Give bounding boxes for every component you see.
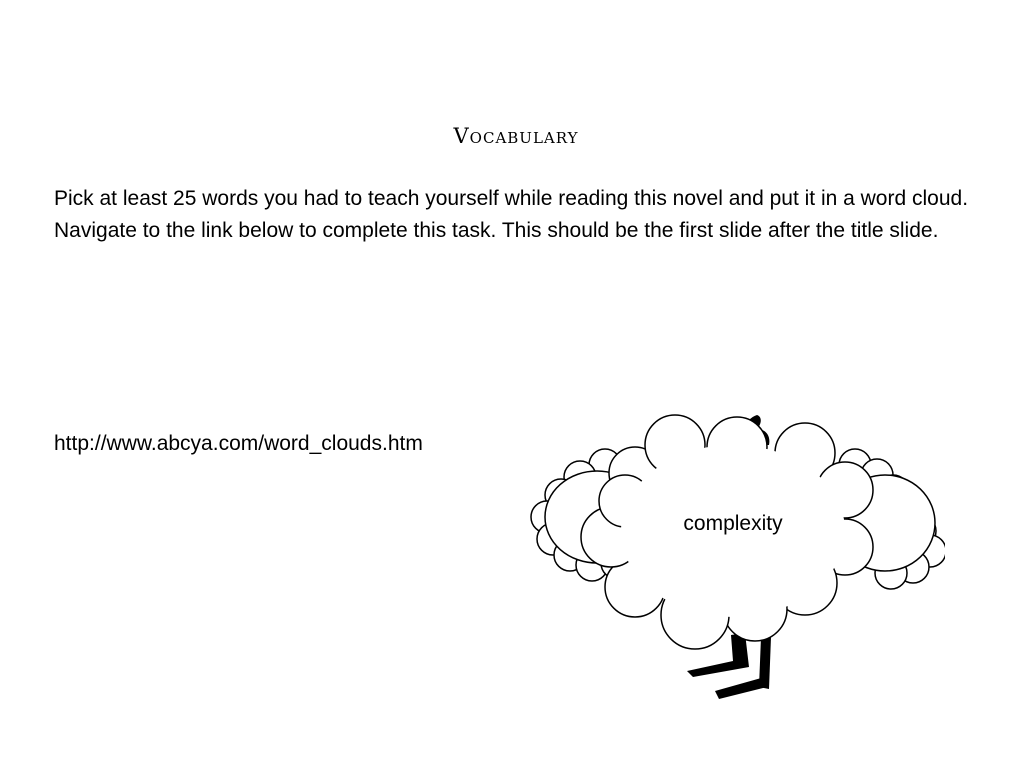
instructions-text: Pick at least 25 words you had to teach yourself while reading this novel and put it in a word cloud. Navigate to the link below to complete this task. This should be the first slide after the title slide. [54,187,980,242]
word-clouds-link[interactable]: http://www.abcya.com/word_clouds.htm [54,432,423,455]
cloud-word: complexity [683,512,783,535]
sheep-cloud-icon [525,405,945,705]
slide-title: Vocabulary [453,124,579,148]
